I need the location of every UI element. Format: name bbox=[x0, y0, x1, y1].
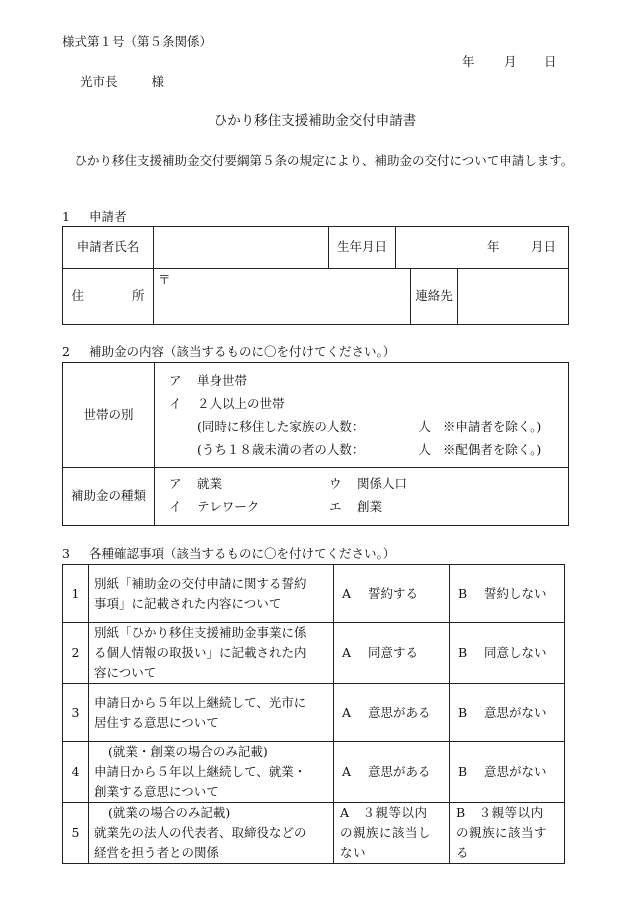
confirmation-row-4 bbox=[63, 742, 565, 803]
dob-year-label: 年 bbox=[486, 239, 500, 255]
row-number: 4 bbox=[63, 742, 89, 803]
address-label-b: 所 bbox=[132, 288, 145, 304]
household-label: 世帯の別 bbox=[63, 363, 155, 468]
option-b-not-intend[interactable]: B 意思がない bbox=[450, 684, 565, 742]
applicant-name-field[interactable] bbox=[154, 227, 329, 269]
option-a-agree[interactable]: A 同意する bbox=[334, 623, 450, 684]
date-year-label: 年 bbox=[462, 54, 475, 69]
form-label: 様式第１号（第５条関係） bbox=[62, 34, 213, 49]
household-row bbox=[63, 363, 569, 468]
confirmation-table bbox=[62, 564, 565, 864]
option-a-intend[interactable]: A 意思がある bbox=[334, 684, 450, 742]
section-3-number: 3 bbox=[62, 546, 70, 561]
application-date bbox=[462, 53, 557, 72]
section-1-title: 申請者 bbox=[89, 209, 127, 224]
date-month-label: 月 bbox=[504, 54, 517, 69]
postal-mark: 〒 bbox=[158, 272, 171, 287]
contact-label: 連絡先 bbox=[411, 269, 458, 325]
question-text: (就業の場合のみ記載) 就業先の法人の代表者、取締役などの 経営を担う者との関係 bbox=[89, 803, 334, 864]
section-1-heading bbox=[62, 208, 127, 227]
section-3-heading bbox=[62, 545, 395, 564]
addressee-honorific: 様 bbox=[151, 74, 165, 89]
row-number: 3 bbox=[63, 684, 89, 742]
intro-paragraph: ひかり移住支援補助金交付要綱第５条の規定により、補助金の交付について申請します。 bbox=[74, 153, 574, 168]
option-a-intend[interactable]: A 意思がある bbox=[334, 742, 450, 803]
subsidy-content-table bbox=[62, 362, 569, 526]
dob-day-label: 日 bbox=[543, 239, 557, 255]
option-b-disagree[interactable]: B 同意しない bbox=[450, 623, 565, 684]
question-text: 申請日から５年以上継続して、光市に 居住する意思について bbox=[89, 684, 334, 742]
date-day-label: 日 bbox=[544, 54, 557, 69]
applicant-name-row bbox=[63, 227, 569, 269]
question-text: (就業・創業の場合のみ記載) 申請日から５年以上継続して、就業・ 創業する意思について bbox=[89, 742, 334, 803]
subsidy-type-label: 補助金の種類 bbox=[63, 468, 155, 526]
confirmation-row-1 bbox=[63, 565, 565, 623]
row-number: 5 bbox=[63, 803, 89, 864]
confirmation-row-5 bbox=[63, 803, 565, 864]
household-option-multi[interactable]: イ ２人以上の世帯 bbox=[169, 396, 285, 411]
household-options bbox=[155, 363, 569, 468]
option-b-relative[interactable]: B ３親等以内 の親族に該当す る bbox=[450, 803, 565, 864]
household-option-single[interactable]: ア 単身世帯 bbox=[169, 373, 248, 388]
confirmation-row-3 bbox=[63, 684, 565, 742]
type-option-employment[interactable]: ア 就業 bbox=[169, 476, 223, 491]
section-2-number: 2 bbox=[62, 344, 70, 359]
dob-label: 生年月日 bbox=[329, 227, 396, 269]
subsidy-type-options bbox=[155, 468, 569, 526]
dob-month-label: 月 bbox=[530, 239, 544, 255]
contact-field[interactable] bbox=[458, 269, 569, 325]
type-option-related-population[interactable]: ウ 関係人口 bbox=[329, 476, 408, 491]
option-a-pledge[interactable]: A 誓約する bbox=[334, 565, 450, 623]
option-b-not-intend[interactable]: B 意思がない bbox=[450, 742, 565, 803]
minor-count-line: (うち１８歳未満の者の人数： 人 ※配偶者を除く。) bbox=[197, 442, 542, 457]
confirmation-row-2 bbox=[63, 623, 565, 684]
type-option-telework[interactable]: イ テレワーク bbox=[169, 499, 260, 514]
option-b-no-pledge[interactable]: B 誓約しない bbox=[450, 565, 565, 623]
applicant-name-label: 申請者氏名 bbox=[63, 227, 154, 269]
type-option-startup[interactable]: エ 創業 bbox=[329, 499, 383, 514]
applicant-address-row bbox=[63, 269, 569, 325]
question-text: 別紙「ひかり移住支援補助金事業に係 る個人情報の取扱い」に記載された内 容について bbox=[89, 623, 334, 684]
subsidy-type-row bbox=[63, 468, 569, 526]
section-2-title: 補助金の内容（該当するものに〇を付けてください。） bbox=[89, 344, 396, 359]
family-count-line: (同時に移住した家族の人数： 人 ※申請者を除く。) bbox=[197, 419, 542, 434]
addressee bbox=[80, 73, 164, 92]
question-text: 別紙「補助金の交付申請に関する誓約 事項」に記載された内容について bbox=[89, 565, 334, 623]
addressee-name: 光市長 bbox=[80, 74, 118, 89]
address-label bbox=[63, 269, 154, 325]
row-number: 2 bbox=[63, 623, 89, 684]
section-2-heading bbox=[62, 343, 395, 362]
document-title: ひかり移住支援補助金交付申請書 bbox=[213, 113, 417, 129]
section-1-number: 1 bbox=[62, 209, 70, 224]
address-field[interactable] bbox=[154, 269, 411, 325]
row-number: 1 bbox=[63, 565, 89, 623]
dob-field[interactable] bbox=[396, 227, 569, 269]
option-a-not-relative[interactable]: A ３親等以内 の親族に該当し ない bbox=[334, 803, 450, 864]
applicant-table bbox=[62, 226, 569, 325]
section-3-title: 各種確認事項（該当するものに〇を付けてください。） bbox=[89, 546, 396, 561]
address-label-a: 住 bbox=[71, 288, 84, 304]
